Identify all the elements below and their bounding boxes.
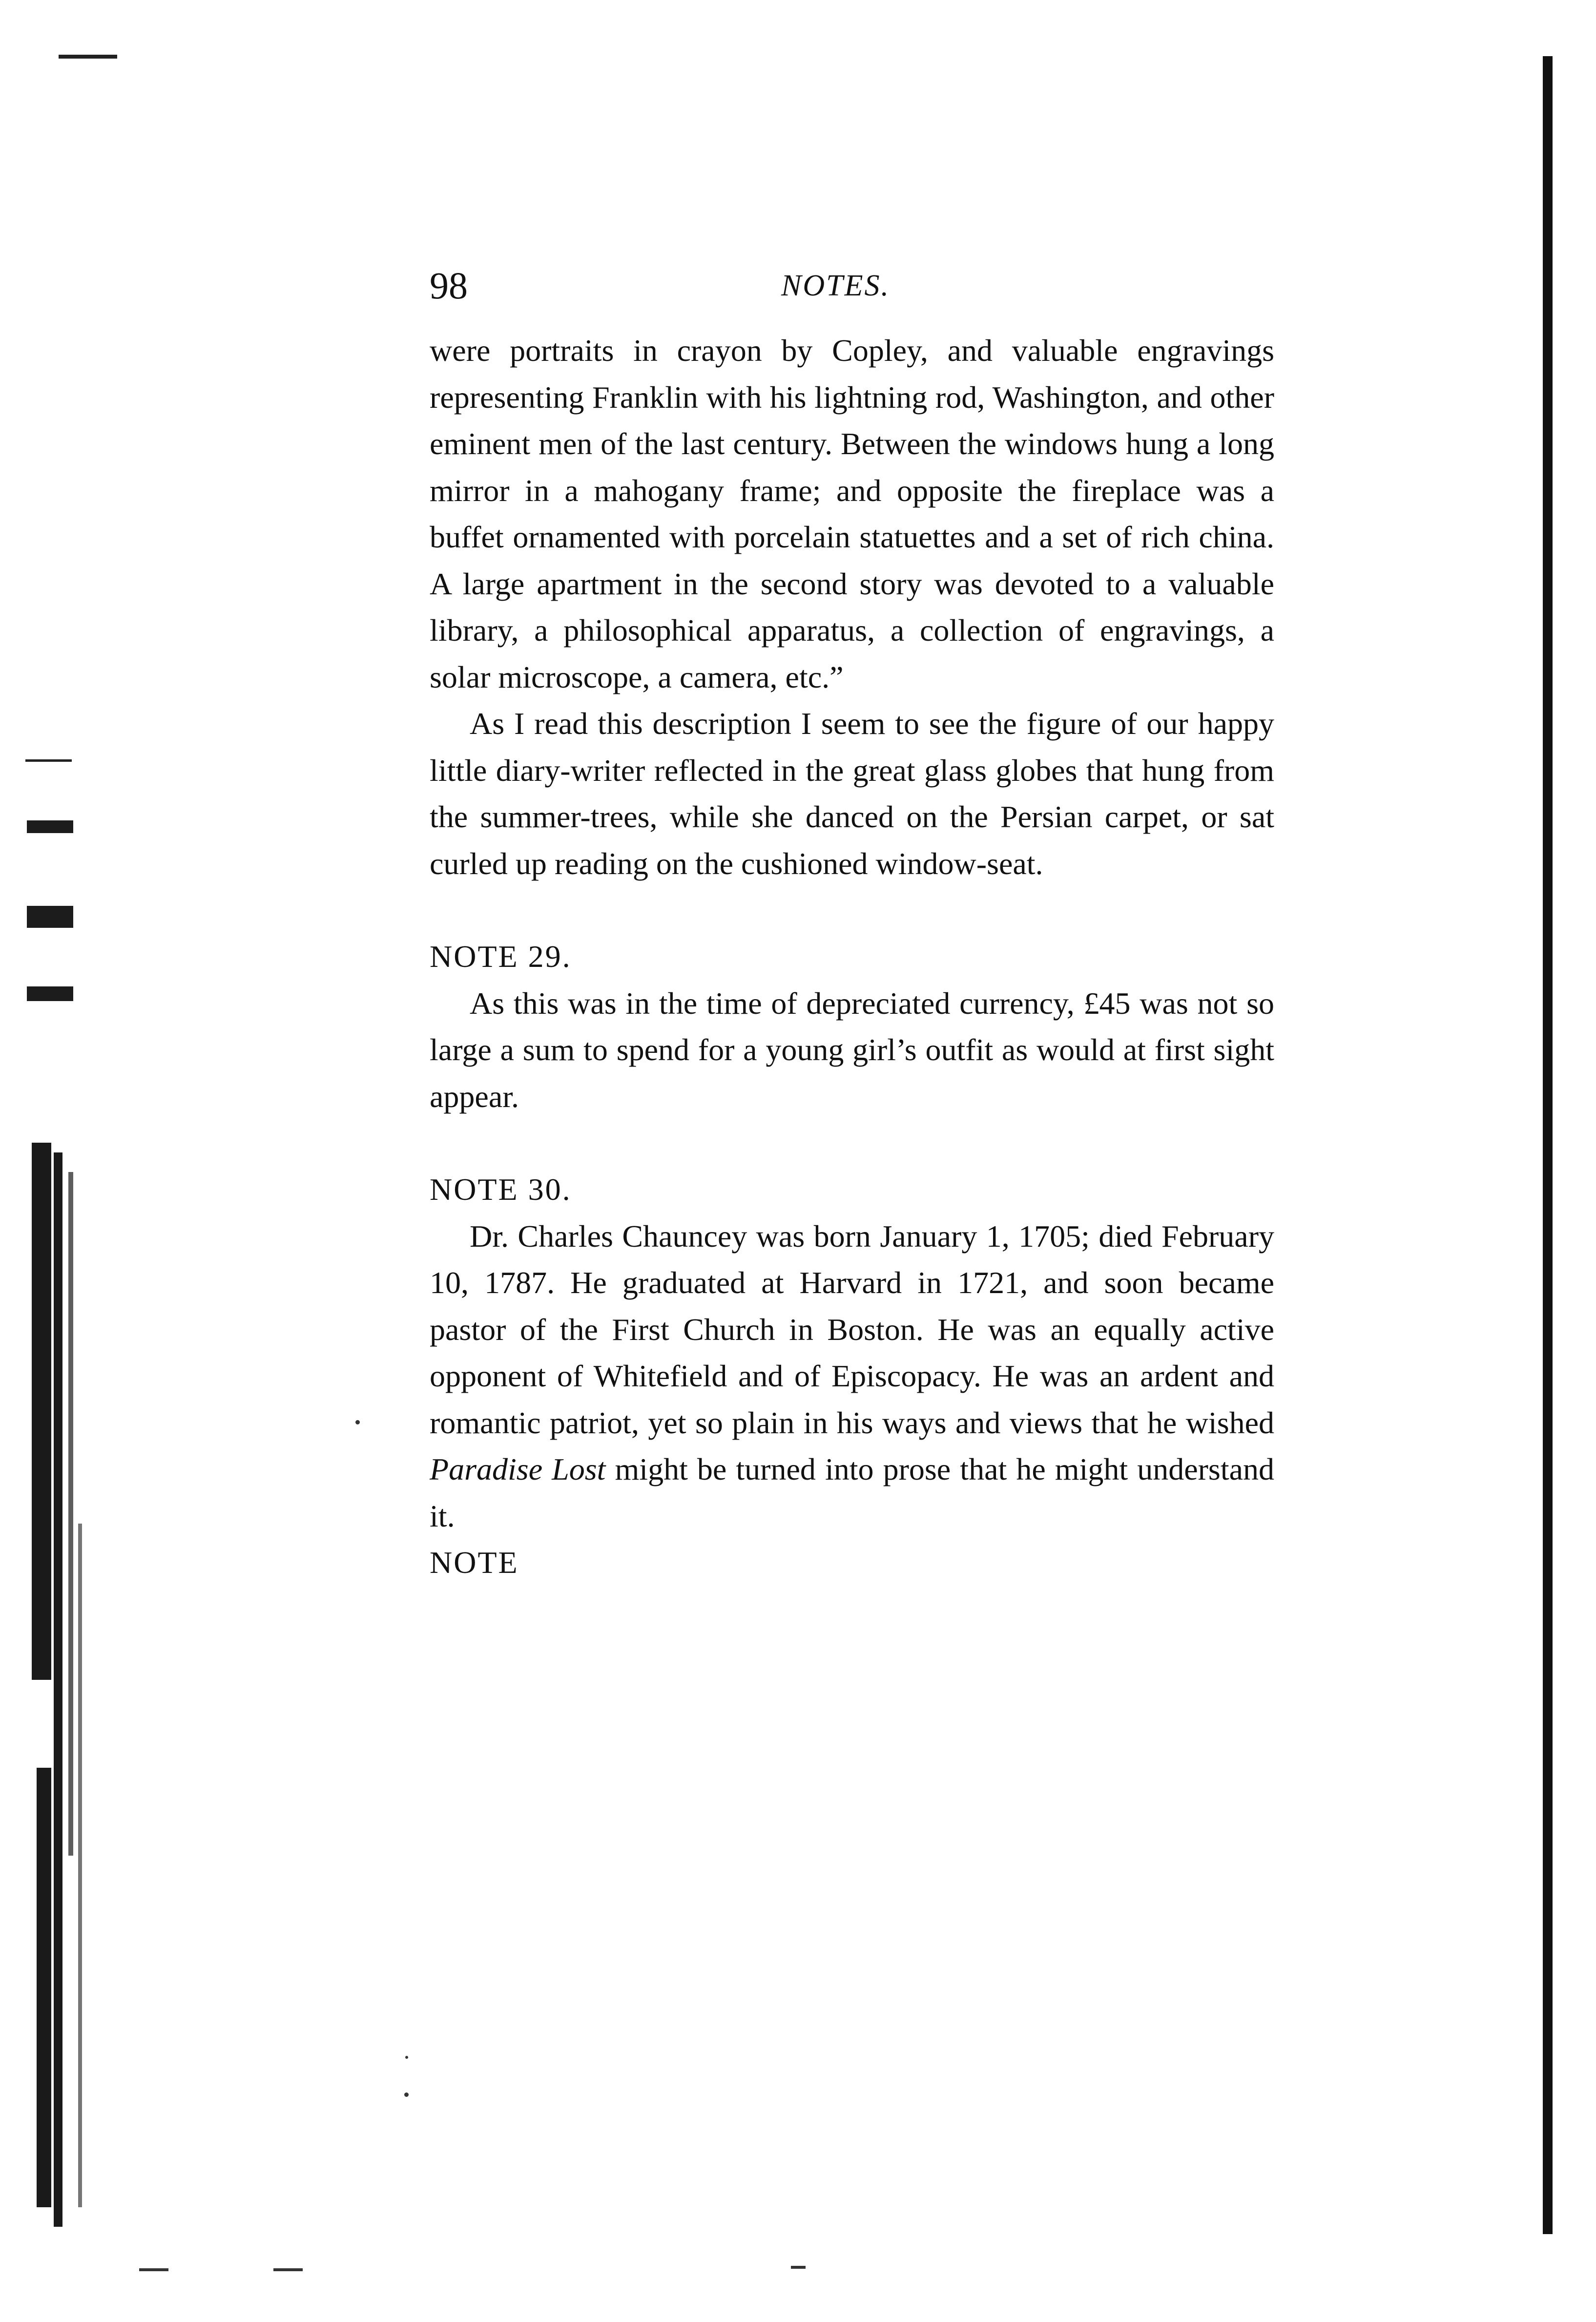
note-text: As this was in the time of depreciated currency, £45 was not so large a sum to spend for a young girl’s outfit as would at first sight appear. bbox=[430, 985, 1274, 1114]
paragraph: As I read this description I seem to see the figure of our happy little diary-writer reflected in the great glass globes that hung from the summer-trees, while she danced on the Persian carpet, or sat curled up reading on the cushioned window-seat. bbox=[430, 706, 1274, 881]
note-text-part: might be turned into prose that he might understand it. bbox=[430, 1452, 1275, 1533]
book-title: Paradise Lost bbox=[430, 1452, 606, 1486]
scan-left-edge bbox=[27, 742, 100, 2237]
running-head: NOTES. bbox=[781, 269, 890, 302]
paragraph-continued: were portraits in crayon by Copley, and valuable engravings representing Franklin with his lightning rod, Washington, and other eminent men of the last century. Between the windows hung a long mirror in a mahogany frame; and opposite the fireplace was a buffet ornamented with porcelain statuettes and a set of rich china. A large apartment in the second story was devoted to a valuable library, a philosophical apparatus, a collection of engravings, a solar microscope, a camera, etc.” bbox=[430, 333, 1274, 694]
note-text bbox=[430, 1213, 1274, 1540]
page-number: 98 bbox=[430, 264, 468, 307]
note-text-part: Dr. Charles Chauncey was born January 1, 1705; died February 10, 1787. He graduated at Harvard in 1721, and soon became pastor of the First Church in Boston. He was an equally active opponent of Whitefield and of Episcopacy. He was an ardent and romantic patriot, yet so plain in his ways and views that he wished bbox=[430, 1218, 1274, 1440]
scan-corner-mark bbox=[59, 55, 117, 59]
scan-speck bbox=[405, 2056, 408, 2059]
scan-bottom-mark bbox=[273, 2268, 303, 2271]
main-text bbox=[430, 327, 1274, 1586]
scan-bottom-mark bbox=[139, 2268, 168, 2271]
catchword: NOTE bbox=[430, 1545, 519, 1580]
note-heading: NOTE 29. bbox=[430, 939, 572, 974]
scan-right-edge bbox=[1543, 56, 1553, 2234]
scan-bottom-mark bbox=[791, 2266, 806, 2269]
scan-speck bbox=[404, 2092, 409, 2097]
scan-speck bbox=[355, 1420, 360, 1424]
note-heading: NOTE 30. bbox=[430, 1172, 572, 1207]
page-header bbox=[430, 264, 1279, 308]
